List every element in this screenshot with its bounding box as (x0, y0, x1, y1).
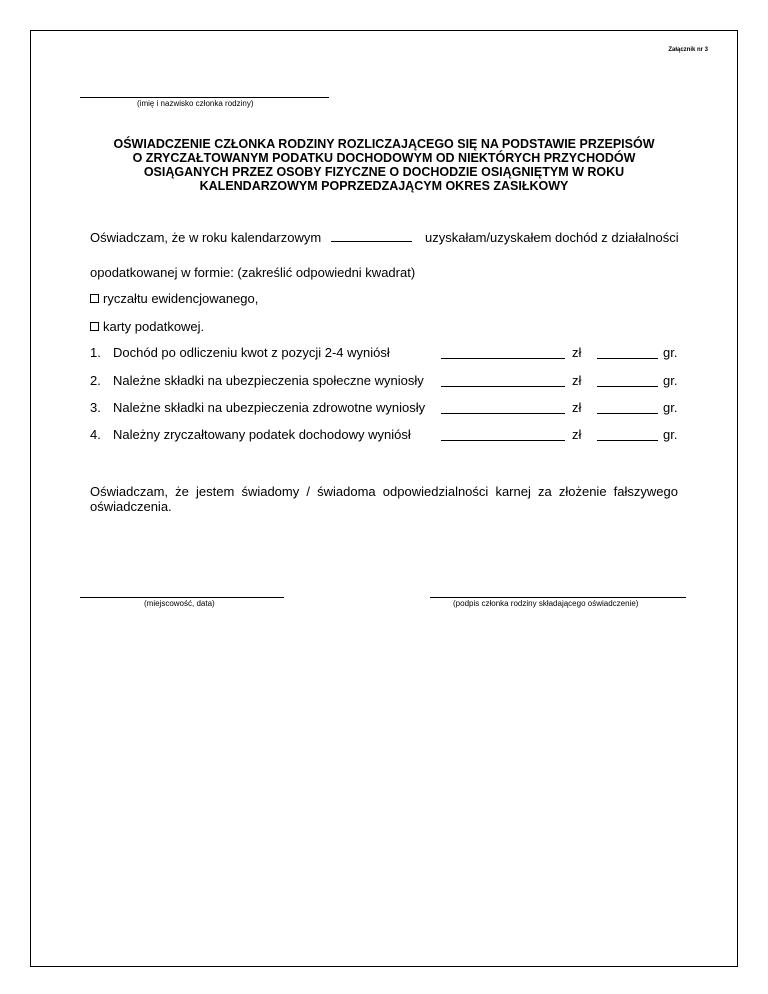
item-label: Dochód po odliczeniu kwot z pozycji 2-4 wyniósł (113, 345, 390, 360)
amount-zl-field[interactable] (441, 413, 565, 414)
amount-gr-field[interactable] (597, 413, 658, 414)
place-date-line[interactable] (80, 597, 284, 598)
currency-label: zł (572, 427, 582, 442)
declaration-end: uzyskałam/uzyskałem dochód z działalności (425, 230, 679, 245)
attachment-label: Załącznik nr 3 (668, 47, 708, 53)
currency-label: zł (572, 373, 582, 388)
checkbox-lump-sum[interactable] (90, 294, 99, 303)
title-line-2: O ZRYCZAŁTOWANYM PODATKU DOCHODOWYM OD NIEKTÓRYCH PRZYCHODÓW (132, 151, 636, 165)
item-label: Należne składki na ubezpieczenia zdrowotne wyniosły (113, 400, 426, 415)
item-number: 2. (90, 373, 101, 388)
currency-label: zł (572, 345, 582, 360)
amount-zl-field[interactable] (441, 386, 565, 387)
place-date-caption: (miejscowość, data) (144, 599, 215, 608)
amount-zl-field[interactable] (441, 440, 565, 441)
subunit-label: gr. (663, 345, 678, 360)
title-line-3: OSIĄGANYCH PRZEZ OSOBY FIZYCZNE O DOCHODZIE OSIĄGNIĘTYM W ROKU (143, 165, 625, 179)
liability-statement: Oświadczam, że jestem świadomy / świadoma odpowiedzialności karnej za złożenie fałszywego oświadczenia. (90, 484, 678, 514)
checkbox-tax-card[interactable] (90, 322, 99, 331)
amount-gr-field[interactable] (597, 358, 658, 359)
member-name-caption: (imię i nazwisko członka rodziny) (137, 99, 254, 108)
amount-gr-field[interactable] (597, 440, 658, 441)
amount-gr-field[interactable] (597, 386, 658, 387)
amount-zl-field[interactable] (441, 358, 565, 359)
item-number: 4. (90, 427, 101, 442)
title-line-4: KALENDARZOWYM POPRZEDZAJĄCYM OKRES ZASIŁKOWY (199, 179, 569, 193)
year-field-line[interactable] (331, 241, 412, 242)
member-name-line[interactable] (80, 97, 329, 98)
subunit-label: gr. (663, 373, 678, 388)
item-label: Należny zryczałtowany podatek dochodowy wyniósł (113, 427, 411, 442)
signature-line[interactable] (430, 597, 686, 598)
item-number: 3. (90, 400, 101, 415)
signature-caption: (podpis członka rodziny składającego oświadczenie) (453, 599, 639, 608)
item-label: Należne składki na ubezpieczenia społeczne wyniosły (113, 373, 424, 388)
currency-label: zł (572, 400, 582, 415)
document-title (60, 137, 708, 193)
declaration-start: Oświadczam, że w roku kalendarzowym (90, 230, 322, 245)
title-line-1: OŚWIADCZENIE CZŁONKA RODZINY ROZLICZAJĄCEGO SIĘ NA PODSTAWIE PRZEPISÓW (113, 137, 655, 151)
form-line: opodatkowanej w formie: (zakreślić odpowiedni kwadrat) (90, 265, 416, 280)
option-lump-sum-label: ryczałtu ewidencjowanego, (103, 291, 259, 306)
option-tax-card-label: karty podatkowej. (103, 319, 205, 334)
item-number: 1. (90, 345, 101, 360)
subunit-label: gr. (663, 427, 678, 442)
subunit-label: gr. (663, 400, 678, 415)
